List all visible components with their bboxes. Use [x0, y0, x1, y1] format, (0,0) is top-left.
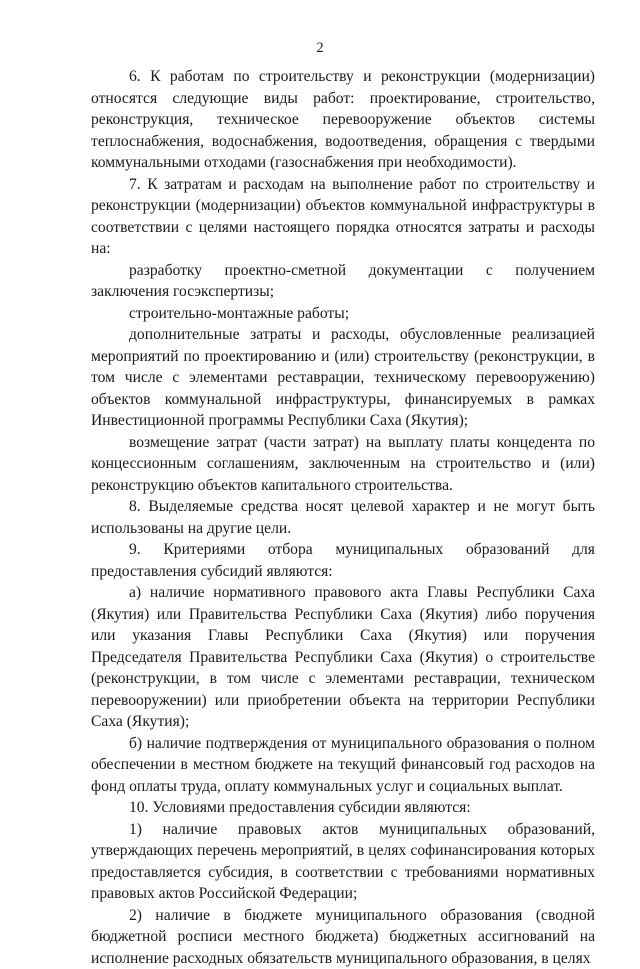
paragraph-9-item-b: б) наличие подтверждения от муниципального образования о полном обеспечении в местном бюджете на текущий финансовый год расходов на фонд оплаты труда, оплату коммунальных услуг и социальных выплат. — [91, 733, 595, 798]
paragraph-10-item-1: 1) наличие правовых актов муниципальных образований, утверждающих перечень мероприятий, в целях софинансирования которых предоставляется субсидия, в соответствии с требованиями нормативных правовых актов Российской Федерации; — [91, 819, 595, 905]
paragraph-7-item-concession: возмещение затрат (части затрат) на выплату платы концедента по концессионным соглашениям, заключенным на строительство и (или) реконструкцию объектов капитального строительства. — [91, 432, 595, 497]
paragraph-6: 6. К работам по строительству и реконструкции (модернизации) относятся следующие виды работ: проектирование, строительство, реконструкция, техническое перевооружение объектов системы теплоснабжения, водоснабжения, водоотведения, обращения с твердыми коммунальными отходами (газоснабжения при необходимости). — [91, 66, 595, 174]
paragraph-9: 9. Критериями отбора муниципальных образований для предоставления субсидий являются: — [91, 539, 595, 582]
paragraph-10-item-2: 2) наличие в бюджете муниципального образования (сводной бюджетной росписи местного бюджета) бюджетных ассигнований на исполнение расходных обязательств муниципального образования, в целях — [91, 905, 595, 969]
paragraph-7-item-additional-costs: дополнительные затраты и расходы, обусловленные реализацией мероприятий по проектированию и (или) строительству (реконструкции, в том числе с элементами реставрации, техническому перевооружению) объектов коммунальной инфраструктуры, финансируемых в рамках Инвестиционной программы Республики Саха (Якутия); — [91, 324, 595, 432]
paragraph-9-item-a: а) наличие нормативного правового акта Главы Республики Саха (Якутия) или Правительства Республики Саха (Якутия) либо поручения или указания Главы Республики Саха (Якутия) или поручения Председателя Правительства Республики Саха (Якутия) о строительстве (реконструкции, в том числе с элементами реставрации, техническом перевооружении) или приобретении объекта на территории Республики Саха (Якутия); — [91, 582, 595, 733]
paragraph-8: 8. Выделяемые средства носят целевой характер и не могут быть использованы на другие цели. — [91, 496, 595, 539]
page-number: 2 — [0, 40, 640, 57]
paragraph-7-item-construction: строительно-монтажные работы; — [91, 303, 595, 325]
paragraph-7: 7. К затратам и расходам на выполнение работ по строительству и реконструкции (модернизации) объектов коммунальной инфраструктуры в соответствии с целями настоящего порядка относятся затраты и расходы на: — [91, 174, 595, 260]
paragraph-7-item-design-docs: разработку проектно-сметной документации с получением заключения госэкспертизы; — [91, 260, 595, 303]
paragraph-10: 10. Условиями предоставления субсидии являются: — [91, 797, 595, 819]
document-body — [91, 66, 595, 969]
